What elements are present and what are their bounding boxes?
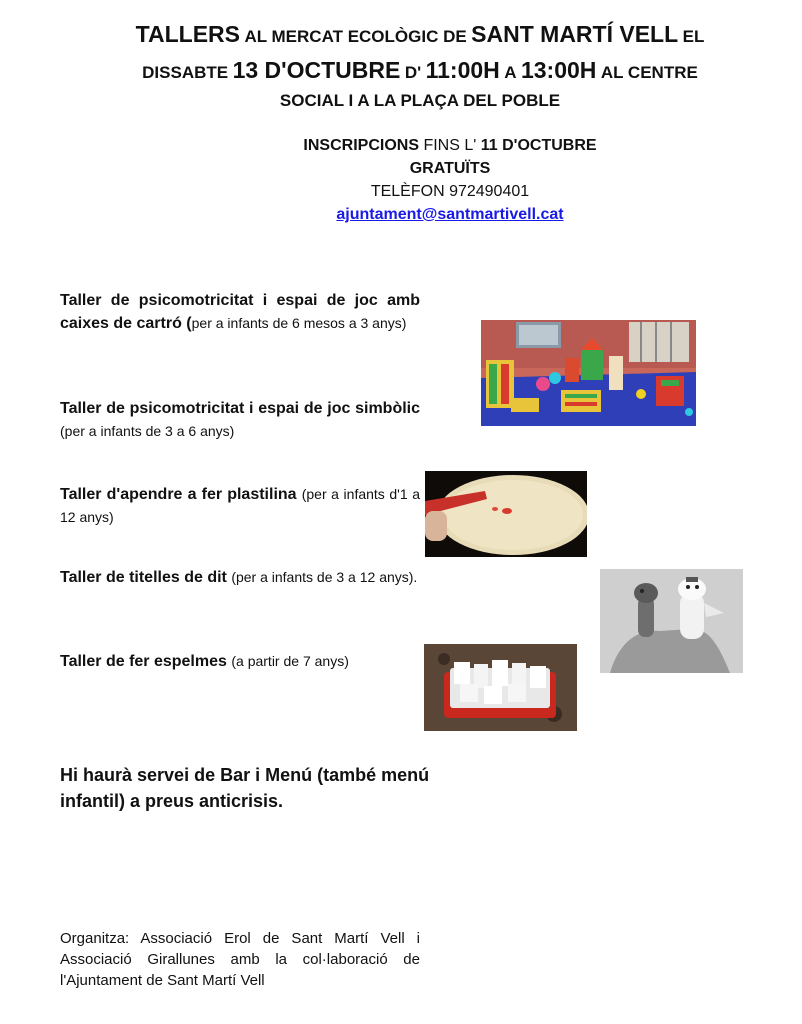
workshop-item (60, 290, 420, 335)
workshop-title: Taller de fer espelmes (60, 653, 227, 670)
bar-notice: Hi haurà servei de Bar i Menú (també menú infantil) a preus anticrisis. (60, 765, 430, 811)
title-word: D' (404, 63, 422, 82)
workshop-title: Taller de titelles de dit (60, 569, 227, 586)
workshop-title: Taller d'apendre a fer plastilina (60, 486, 297, 503)
page-title (40, 18, 800, 112)
workshop-title: Taller de psicomotricitat i espai de joc amb caixes de cartró ( (60, 292, 420, 332)
title-word: A (504, 63, 517, 82)
workshop-detail: (per a infants de 3 a 6 anys) (60, 423, 235, 439)
workshop-detail: per a infants de 6 mesos a 3 anys) (191, 315, 407, 331)
photo-playroom (481, 320, 696, 426)
phone-number: TELÈFON 972490401 (370, 183, 530, 200)
title-word: SANT MARTÍ VELL (471, 21, 679, 47)
workshop-item (60, 398, 420, 443)
title-word: 13 D'OCTUBRE (232, 57, 401, 83)
photo-playdough (425, 471, 587, 557)
workshop-detail: (per a infants d'1 a 12 anys) (60, 486, 420, 525)
photo-finger-puppets (600, 569, 743, 673)
title-word: DISSABTE (142, 63, 229, 82)
email-link[interactable]: ajuntament@santmartivell.cat (336, 206, 564, 223)
photo-candles-image (424, 644, 577, 731)
title-word: 11:00H (425, 57, 500, 83)
workshop-detail: (a partir de 7 anys) (231, 653, 349, 669)
photo-playroom-image (481, 320, 696, 426)
inscriptions-fins: FINS L' (423, 137, 477, 154)
free-label: GRATUÏTS (409, 160, 491, 177)
photo-finger-puppets-image (600, 569, 743, 673)
title-word: EL (682, 27, 705, 46)
workshop-item (60, 483, 420, 529)
workshop-title: Taller de psicomotricitat i espai de joc simbòlic (60, 400, 420, 417)
title-word: 13:00H (520, 57, 597, 83)
title-word: AL MERCAT ECOLÒGIC DE (244, 27, 467, 46)
title-word: TALLERS (135, 21, 240, 47)
workshop-item (60, 650, 420, 673)
inscriptions-label: INSCRIPCIONS (303, 137, 419, 154)
photo-candles (424, 644, 577, 731)
title-subline: SOCIAL I A LA PLAÇA DEL POBLE (279, 91, 561, 110)
workshop-item (60, 566, 420, 589)
title-word: AL CENTRE (600, 63, 698, 82)
photo-playdough-image (425, 471, 587, 557)
inscriptions-date: 11 D'OCTUBRE (480, 137, 597, 154)
inscriptions-line (200, 134, 700, 157)
workshop-detail: (per a infants de 3 a 12 anys). (231, 569, 418, 585)
organizer-text: Organitza: Associació Erol de Sant Martí Vell i Associació Girallunes amb la col·laboració de l'Ajuntament de Sant Martí Vell (60, 930, 420, 989)
inscriptions-block (200, 134, 700, 226)
